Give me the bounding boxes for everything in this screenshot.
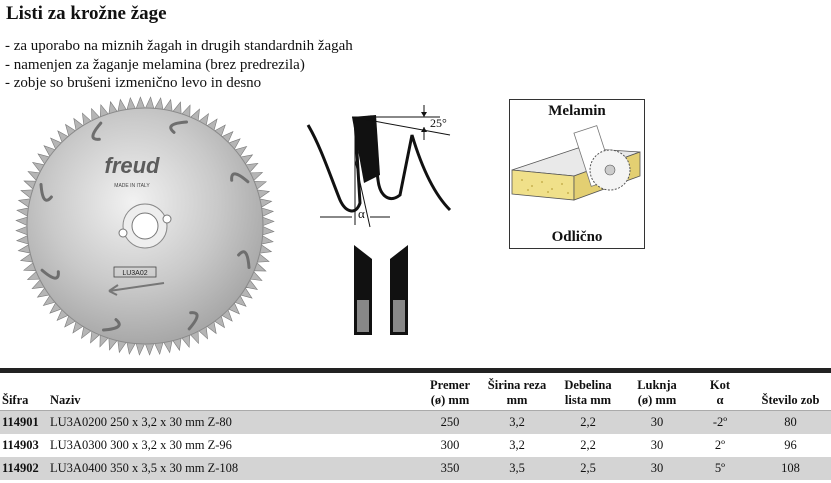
cell-zob: 108 (750, 457, 831, 480)
alpha-label: α (358, 206, 365, 221)
table-row (0, 457, 831, 480)
material-label: Melamin (548, 103, 606, 119)
col-header-sifra: Šifra (0, 376, 48, 411)
table-row (0, 434, 831, 457)
feature-item: - zobje so brušeni izmenično levo in desno (5, 75, 262, 91)
table-top-rule (0, 368, 831, 373)
feature-item: - namenjen za žaganje melamina (brez predrezila) (5, 56, 305, 73)
cell-zob: 96 (750, 434, 831, 457)
blade-origin: MADE IN ITALY (114, 183, 150, 189)
cell-premer: 350 (418, 457, 482, 480)
tooth-angle-diagram (300, 105, 465, 233)
melamine-cut-illustration (510, 100, 644, 248)
table-row (0, 411, 831, 435)
cell-sifra: 114902 (0, 457, 48, 480)
cell-luknja: 30 (624, 434, 690, 457)
cell-luknja: 30 (624, 457, 690, 480)
cell-debelina: 2,2 (552, 434, 624, 457)
material-box (509, 99, 645, 249)
page-title: Listi za krožne žage (6, 3, 167, 24)
blade-code: LU3A02 (122, 270, 148, 277)
cell-kot: 2º (690, 434, 750, 457)
cell-sifra: 114903 (0, 434, 48, 457)
cell-premer: 250 (418, 411, 482, 435)
tooth-tip-diagram (352, 245, 412, 340)
feature-list (5, 37, 353, 93)
cell-naziv: LU3A0400 350 x 3,5 x 30 mm Z-108 (48, 457, 418, 480)
col-header-debelina: Debelina lista mm (552, 376, 624, 411)
cell-debelina: 2,2 (552, 411, 624, 435)
col-header-kot: Kot α (690, 376, 750, 411)
cell-kot: 5º (690, 457, 750, 480)
cell-naziv: LU3A0300 300 x 3,2 x 30 mm Z-96 (48, 434, 418, 457)
cell-kot: -2º (690, 411, 750, 435)
spec-table (0, 376, 831, 480)
blade-brand: freud (104, 153, 160, 178)
cell-debelina: 2,5 (552, 457, 624, 480)
cell-sifra: 114901 (0, 411, 48, 435)
cell-sirina: 3,2 (482, 434, 552, 457)
cell-premer: 300 (418, 434, 482, 457)
rating-label: Odlično (551, 229, 603, 245)
angle-label: 25° (430, 116, 447, 130)
cell-luknja: 30 (624, 411, 690, 435)
cell-zob: 80 (750, 411, 831, 435)
col-header-luknja: Luknja (ø) mm (624, 376, 690, 411)
saw-blade-image (14, 95, 276, 357)
col-header-premer: Premer (ø) mm (418, 376, 482, 411)
cell-naziv: LU3A0200 250 x 3,2 x 30 mm Z-80 (48, 411, 418, 435)
cell-sirina: 3,5 (482, 457, 552, 480)
cell-sirina: 3,2 (482, 411, 552, 435)
table-header-row (0, 376, 831, 411)
col-header-naziv: Naziv (48, 376, 418, 411)
col-header-sirina: Širina reza mm (482, 376, 552, 411)
col-header-zob: Število zob (750, 376, 831, 411)
feature-item: - za uporabo na miznih žagah in drugih standardnih žagah (5, 38, 353, 54)
